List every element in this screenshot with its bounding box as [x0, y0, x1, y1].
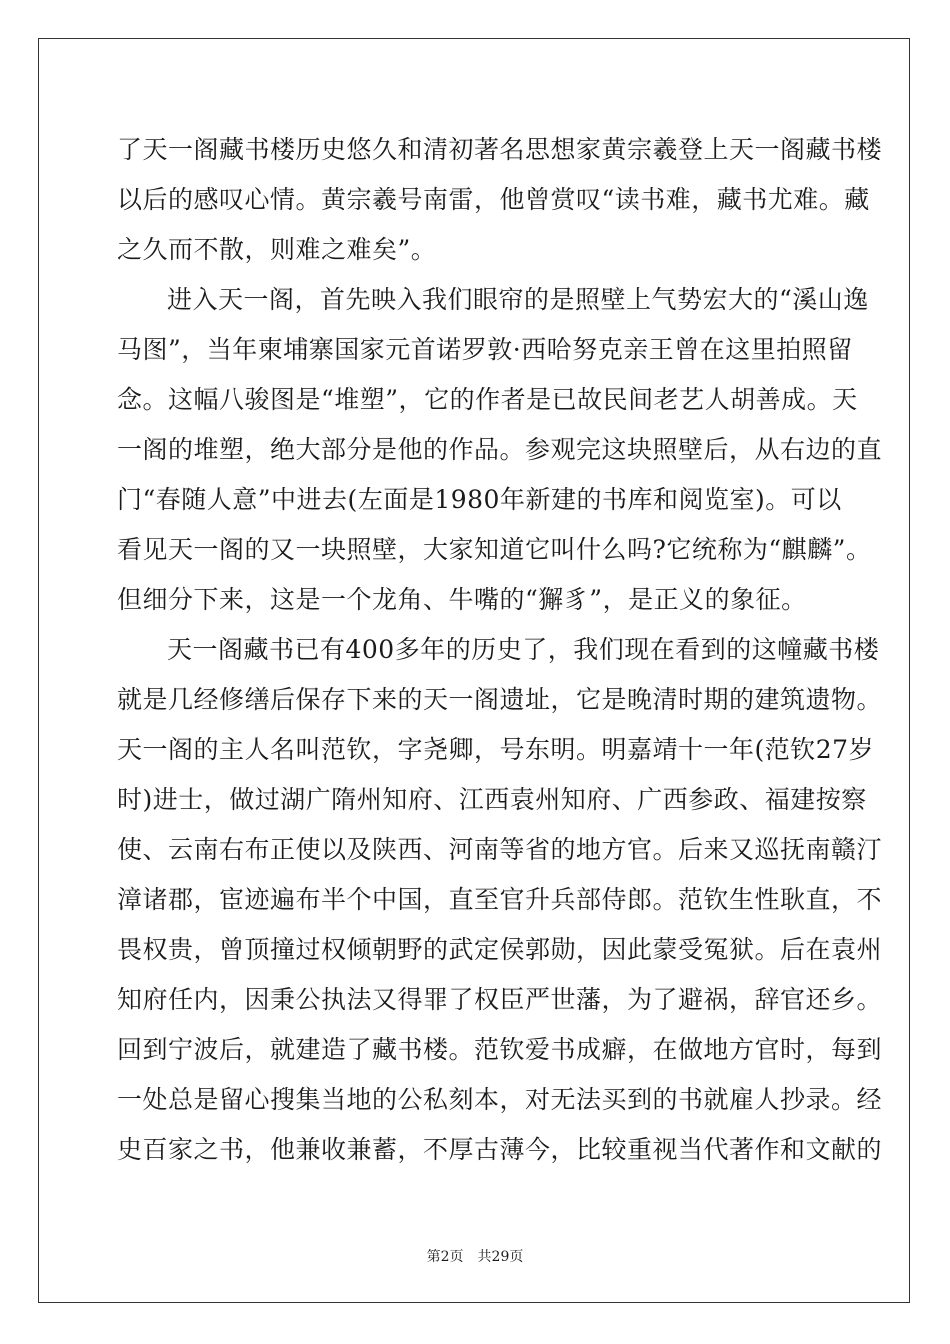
text-line: 一阁的堆塑，绝大部分是他的作品。参观完这块照壁后，从右边的直 — [117, 435, 883, 464]
text-line: 以后的感叹心情。黄宗羲号南雷，他曾赏叹“读书难，藏书尤难。藏 — [117, 185, 870, 214]
page-footer — [0, 1246, 950, 1266]
text-line: 门“春随人意”中进去(左面是1980年新建的书库和阅览室)。可以 — [117, 485, 842, 514]
document-body — [117, 125, 883, 1175]
text-line: 看见天一阁的又一块照壁，大家知道它叫什么吗?它统称为“麒麟”。 — [117, 535, 872, 564]
text-line: 之久而不散，则难之难矣”。 — [117, 235, 437, 264]
paragraph-start-line: 进入天一阁，首先映入我们眼帘的是照壁上气势宏大的“溪山逸 — [167, 285, 869, 314]
total-pages: 共29页 — [477, 1249, 524, 1265]
text-line: 史百家之书，他兼收兼蓄，不厚古薄今，比较重视当代著作和文献的 — [117, 1135, 883, 1164]
text-line: 知府任内，因秉公执法又得罪了权臣严世藩，为了避祸，辞官还乡。 — [117, 985, 883, 1014]
text-line: 时)进士，做过湖广隋州知府、江西袁州知府、广西参政、福建按察 — [117, 785, 867, 814]
text-line: 马图”，当年柬埔寨国家元首诺罗敦·西哈努克亲王曾在这里拍照留 — [117, 335, 853, 364]
text-line: 天一阁的主人名叫范钦，字尧卿，号东明。明嘉靖十一年(范钦27岁 — [117, 735, 875, 764]
text-line: 念。这幅八骏图是“堆塑”，它的作者是已故民间老艺人胡善成。天 — [117, 385, 858, 414]
text-line: 回到宁波后，就建造了藏书楼。范钦爱书成癖，在做地方官时，每到 — [117, 1035, 883, 1064]
page-number: 第2页 — [426, 1249, 464, 1265]
text-line: 了天一阁藏书楼历史悠久和清初著名思想家黄宗羲登上天一阁藏书楼 — [117, 135, 883, 164]
paragraph-start-line: 天一阁藏书已有400多年的历史了，我们现在看到的这幢藏书楼 — [167, 635, 880, 664]
text-line: 使、云南右布正使以及陕西、河南等省的地方官。后来又巡抚南赣汀 — [117, 835, 883, 864]
text-line: 漳诸郡，宦迹遍布半个中国，直至官升兵部侍郎。范钦生性耿直，不 — [117, 885, 883, 914]
text-line: 但细分下来，这是一个龙角、牛嘴的“獬豸”，是正义的象征。 — [117, 585, 807, 614]
text-line: 畏权贵，曾顶撞过权倾朝野的武定侯郭勋，因此蒙受冤狱。后在袁州 — [117, 935, 883, 964]
text-line: 一处总是留心搜集当地的公私刻本，对无法买到的书就雇人抄录。经 — [117, 1085, 883, 1114]
text-line: 就是几经修缮后保存下来的天一阁遗址，它是晚清时期的建筑遗物。 — [117, 685, 883, 714]
